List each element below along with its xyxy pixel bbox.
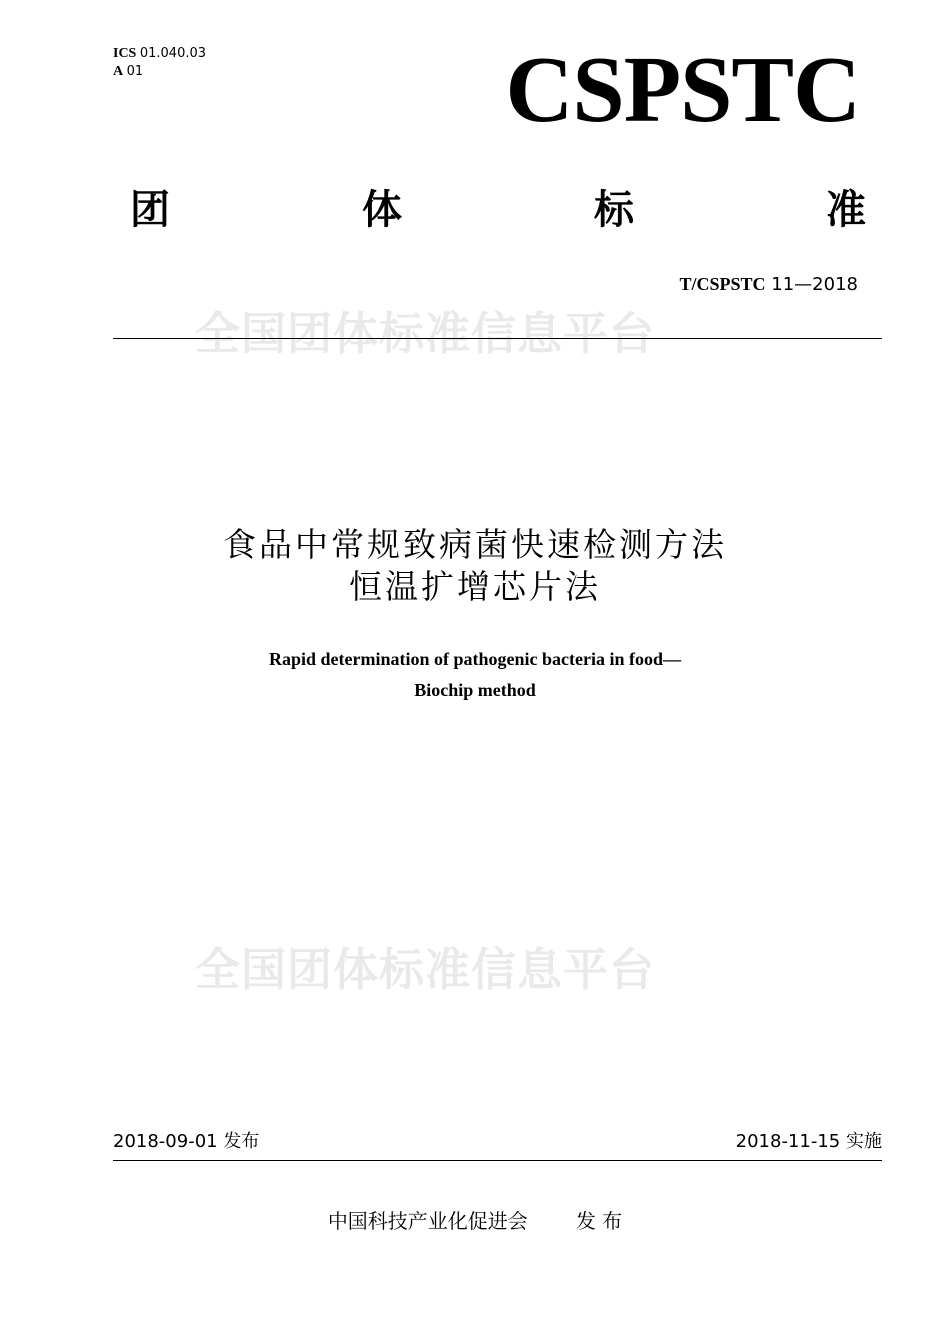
watermark-middle: 全国团体标准信息平台 [195,943,656,996]
ics-code: 01.040.03 [139,46,207,61]
standard-number [680,272,858,297]
watermark-top: 全国团体标准信息平台 [195,307,656,360]
ics-line [113,45,206,63]
brand-logo-text: CSPSTC [505,38,860,142]
ics-block [113,45,206,81]
class-code: 01 [126,64,144,79]
ics-label: ICS [113,46,137,61]
title-en-line1: Rapid determination of pathogenic bacteria in food— [269,649,681,669]
implement-date: 2018-11-15 实施 [735,1131,882,1152]
doc-type-char: 标 [594,187,634,233]
issuer-action: 发 布 [575,1209,623,1233]
publish-date: 2018-09-01 发布 [113,1131,260,1152]
doc-type-char: 准 [826,187,866,233]
class-line [113,63,206,81]
document-type [130,185,866,235]
title-cn-line1: 食品中常规致病菌快速检测方法 [223,525,727,564]
standard-number-suffix: 11—2018 [771,274,858,295]
class-label: A [113,64,124,79]
header-divider [113,338,882,339]
standard-number-prefix: T/CSPSTC [679,274,766,294]
title-en-line2: Biochip method [414,680,536,700]
footer-divider [113,1160,882,1161]
issuer-name: 中国科技产业化促进会 [327,1209,528,1233]
doc-type-char: 体 [362,187,402,233]
issuer-line [0,1208,950,1234]
doc-type-char: 团 [130,187,170,233]
title-cn-line2: 恒温扩增芯片法 [349,567,601,606]
